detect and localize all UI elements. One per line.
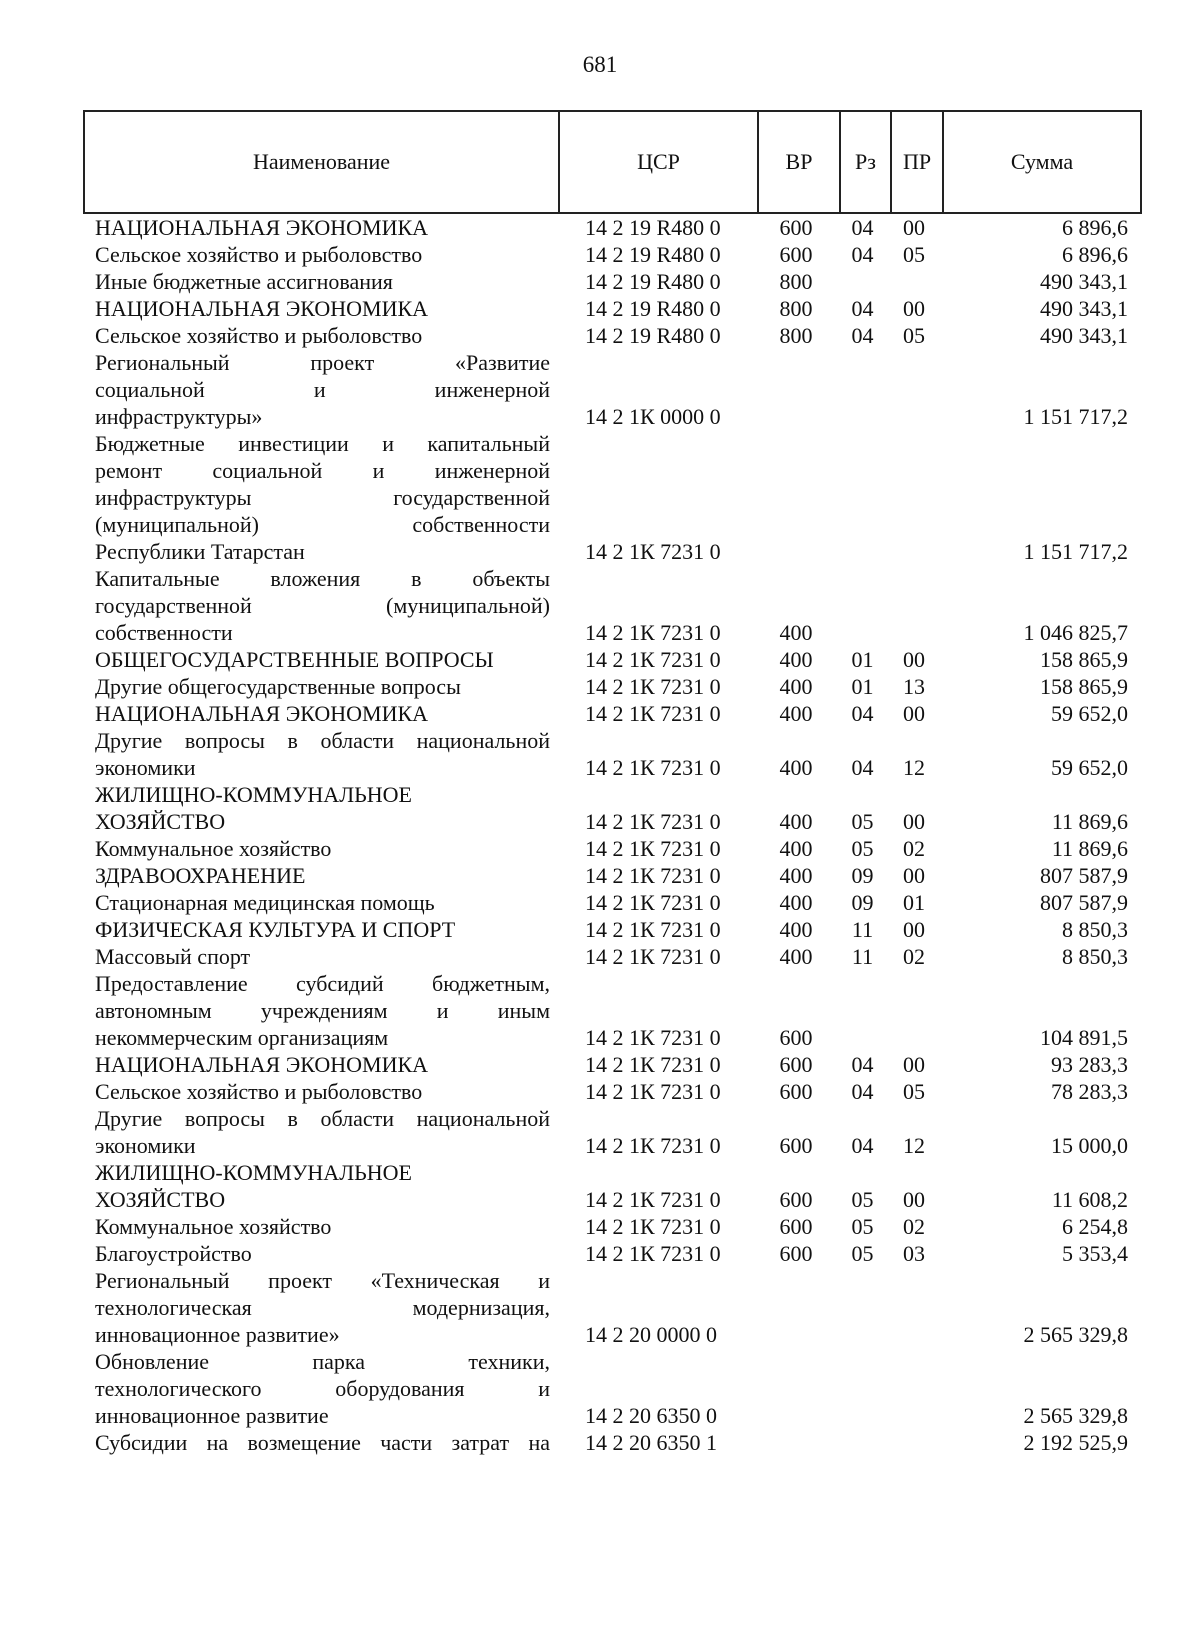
row-vr: 400 <box>779 890 813 915</box>
header-vr: ВР <box>757 112 839 212</box>
row-pr: 00 <box>903 296 925 321</box>
row-name <box>83 1267 556 1348</box>
row-name <box>83 646 556 673</box>
row-sum: 1 151 717,2 <box>1023 539 1128 564</box>
row-vr: 400 <box>779 701 813 726</box>
row-name-line: Массовый спорт <box>95 944 251 969</box>
row-csr: 14 2 1К 7231 0 <box>585 1214 721 1239</box>
row-vr: 400 <box>779 647 813 672</box>
row-name <box>83 943 556 970</box>
table-row <box>83 862 1142 889</box>
row-name-line: ОБЩЕГОСУДАРСТВЕННЫЕ ВОПРОСЫ <box>95 647 494 672</box>
row-csr: 14 2 19 R480 0 <box>585 215 721 240</box>
page-number: 681 <box>582 52 618 77</box>
row-name <box>83 862 556 889</box>
row-pr: 00 <box>903 215 925 240</box>
table-row <box>83 1105 1142 1159</box>
row-vr: 600 <box>779 1187 813 1212</box>
table-row <box>83 646 1142 673</box>
table-row <box>83 565 1142 646</box>
row-sum: 2 565 329,8 <box>1023 1322 1128 1347</box>
row-vr: 600 <box>779 215 813 240</box>
row-name-line: экономики <box>95 1133 196 1158</box>
table-row <box>83 673 1142 700</box>
row-name <box>83 214 556 241</box>
row-sum: 8 850,3 <box>1062 917 1128 942</box>
row-sum: 11 608,2 <box>1051 1187 1128 1212</box>
row-vr: 400 <box>779 836 813 861</box>
table-body <box>83 214 1142 1456</box>
table-row <box>83 781 1142 835</box>
row-rz: 11 <box>851 944 874 969</box>
row-name-line: технологическая модернизация, <box>95 1295 550 1320</box>
row-name-line: Субсидии на возмещение части затрат на <box>95 1430 550 1455</box>
row-name <box>83 322 556 349</box>
row-csr: 14 2 1К 7231 0 <box>585 1187 721 1212</box>
row-rz: 01 <box>851 647 874 672</box>
row-rz: 04 <box>851 242 874 267</box>
table-row <box>83 700 1142 727</box>
table-header <box>83 110 1142 214</box>
row-rz: 04 <box>851 755 874 780</box>
row-sum: 59 652,0 <box>1051 701 1128 726</box>
row-pr: 12 <box>903 755 925 780</box>
table-row <box>83 1348 1142 1429</box>
row-pr: 00 <box>903 701 925 726</box>
row-sum: 2 192 525,9 <box>1023 1430 1128 1455</box>
row-name-line: ЖИЛИЩНО-КОММУНАЛЬНОЕ <box>95 782 412 807</box>
row-vr: 800 <box>779 296 813 321</box>
header-rz: Рз <box>839 112 890 212</box>
row-name-line: НАЦИОНАЛЬНАЯ ЭКОНОМИКА <box>95 701 429 726</box>
table-row <box>83 1213 1142 1240</box>
table-row <box>83 835 1142 862</box>
row-sum: 1 046 825,7 <box>1023 620 1128 645</box>
row-rz: 04 <box>851 1052 874 1077</box>
row-sum: 490 343,1 <box>1040 323 1128 348</box>
row-sum: 15 000,0 <box>1051 1133 1128 1158</box>
row-csr: 14 2 1К 7231 0 <box>585 701 721 726</box>
row-vr: 800 <box>779 269 813 294</box>
row-name-line: социальной и инженерной <box>95 377 550 402</box>
row-vr: 400 <box>779 863 813 888</box>
row-vr: 400 <box>779 620 813 645</box>
row-name-line: НАЦИОНАЛЬНАЯ ЭКОНОМИКА <box>95 215 429 240</box>
row-name-line: технологического оборудования и <box>95 1376 550 1401</box>
row-name-line: инфраструктуры государственной <box>95 485 550 510</box>
row-name-line: ХОЗЯЙСТВО <box>95 1187 226 1212</box>
row-csr: 14 2 1К 7231 0 <box>585 674 721 699</box>
row-sum: 93 283,3 <box>1051 1052 1128 1077</box>
row-vr: 600 <box>779 1241 813 1266</box>
row-name <box>83 781 556 835</box>
row-vr: 800 <box>779 323 813 348</box>
row-name-line: инфраструктуры» <box>95 404 263 429</box>
table-row <box>83 1267 1142 1348</box>
row-name-line: собственности <box>95 620 233 645</box>
row-rz: 05 <box>851 1241 874 1266</box>
row-name-line: Бюджетные инвестиции и капитальный <box>95 431 550 456</box>
row-name-line: государственной (муниципальной) <box>95 593 550 618</box>
table-row <box>83 1078 1142 1105</box>
row-rz: 05 <box>851 1214 874 1239</box>
row-name-line: некоммерческим организациям <box>95 1025 389 1050</box>
row-name-line: инновационное развитие <box>95 1403 329 1428</box>
row-sum: 59 652,0 <box>1051 755 1128 780</box>
row-rz: 05 <box>851 1187 874 1212</box>
row-vr: 600 <box>779 1133 813 1158</box>
header-csr: ЦСР <box>558 112 757 212</box>
row-sum: 78 283,3 <box>1051 1079 1128 1104</box>
row-rz: 01 <box>851 674 874 699</box>
row-sum: 6 896,6 <box>1062 215 1128 240</box>
row-rz: 09 <box>851 890 874 915</box>
row-name-line: Республики Татарстан <box>95 539 305 564</box>
table-row <box>83 268 1142 295</box>
row-name-line: Другие общегосударственные вопросы <box>95 674 461 699</box>
row-vr: 600 <box>779 1025 813 1050</box>
row-pr: 05 <box>903 323 925 348</box>
row-csr: 14 2 1К 0000 0 <box>585 404 721 429</box>
row-csr: 14 2 20 0000 0 <box>585 1322 717 1347</box>
row-name-line: ХОЗЯЙСТВО <box>95 809 226 834</box>
row-name-line: автономным учреждениям и иным <box>95 998 550 1023</box>
row-rz: 04 <box>851 296 874 321</box>
row-vr: 400 <box>779 917 813 942</box>
table-row <box>83 727 1142 781</box>
table-row <box>83 916 1142 943</box>
row-pr: 00 <box>903 917 925 942</box>
row-csr: 14 2 1К 7231 0 <box>585 647 721 672</box>
row-name-line: Коммунальное хозяйство <box>95 1214 332 1239</box>
row-csr: 14 2 1К 7231 0 <box>585 809 721 834</box>
row-sum: 807 587,9 <box>1040 890 1128 915</box>
row-csr: 14 2 1К 7231 0 <box>585 1241 721 1266</box>
row-pr: 00 <box>903 863 925 888</box>
row-name-line: Стационарная медицинская помощь <box>95 890 435 915</box>
row-vr: 600 <box>779 1052 813 1077</box>
row-sum: 490 343,1 <box>1040 269 1128 294</box>
row-sum: 807 587,9 <box>1040 863 1128 888</box>
row-csr: 14 2 19 R480 0 <box>585 296 721 321</box>
row-name <box>83 1078 556 1105</box>
header-sum: Сумма <box>942 112 1140 212</box>
row-csr: 14 2 1К 7231 0 <box>585 539 721 564</box>
row-name <box>83 916 556 943</box>
row-sum: 11 869,6 <box>1051 836 1128 861</box>
row-csr: 14 2 1К 7231 0 <box>585 890 721 915</box>
row-name-line: Сельское хозяйство и рыболовство <box>95 1079 423 1104</box>
row-name <box>83 565 556 646</box>
row-sum: 2 565 329,8 <box>1023 1403 1128 1428</box>
table-row <box>83 349 1142 430</box>
row-name-line: экономики <box>95 755 196 780</box>
table-row <box>83 1429 1142 1456</box>
row-vr: 400 <box>779 944 813 969</box>
row-sum: 8 850,3 <box>1062 944 1128 969</box>
row-pr: 02 <box>903 836 925 861</box>
row-name <box>83 1105 556 1159</box>
row-pr: 05 <box>903 1079 925 1104</box>
table-row <box>83 1159 1142 1213</box>
row-name <box>83 1348 556 1429</box>
row-name-line: Обновление парка техники, <box>95 1349 550 1374</box>
row-name-line: Сельское хозяйство и рыболовство <box>95 323 423 348</box>
row-sum: 11 869,6 <box>1051 809 1128 834</box>
row-rz: 05 <box>851 809 874 834</box>
row-name <box>83 673 556 700</box>
row-sum: 490 343,1 <box>1040 296 1128 321</box>
row-csr: 14 2 20 6350 1 <box>585 1430 717 1455</box>
row-rz: 04 <box>851 1079 874 1104</box>
table-row <box>83 1051 1142 1078</box>
row-name <box>83 1159 556 1213</box>
row-rz: 05 <box>851 836 874 861</box>
row-name <box>83 430 556 565</box>
row-pr: 02 <box>903 944 925 969</box>
row-name-line: Сельское хозяйство и рыболовство <box>95 242 423 267</box>
row-name-line: Другие вопросы в области национальной <box>95 728 550 753</box>
table-row <box>83 943 1142 970</box>
row-name-line: НАЦИОНАЛЬНАЯ ЭКОНОМИКА <box>95 296 429 321</box>
row-name-line: инновационное развитие» <box>95 1322 340 1347</box>
row-name <box>83 835 556 862</box>
row-csr: 14 2 1К 7231 0 <box>585 1079 721 1104</box>
table-row <box>83 214 1142 241</box>
row-rz: 04 <box>851 1133 874 1158</box>
row-pr: 00 <box>903 647 925 672</box>
row-name <box>83 1240 556 1267</box>
row-csr: 14 2 1К 7231 0 <box>585 944 721 969</box>
row-vr: 400 <box>779 674 813 699</box>
row-csr: 14 2 1К 7231 0 <box>585 836 721 861</box>
row-name <box>83 970 556 1051</box>
row-name-line: НАЦИОНАЛЬНАЯ ЭКОНОМИКА <box>95 1052 429 1077</box>
row-name-line: ЗДРАВООХРАНЕНИЕ <box>95 863 306 888</box>
row-name <box>83 241 556 268</box>
row-sum: 5 353,4 <box>1062 1241 1128 1266</box>
row-pr: 01 <box>903 890 925 915</box>
row-pr: 12 <box>903 1133 925 1158</box>
row-name <box>83 295 556 322</box>
row-csr: 14 2 1К 7231 0 <box>585 917 721 942</box>
row-rz: 11 <box>851 917 874 942</box>
row-csr: 14 2 1К 7231 0 <box>585 755 721 780</box>
row-vr: 400 <box>779 755 813 780</box>
row-csr: 14 2 19 R480 0 <box>585 269 721 294</box>
row-name-line: Региональный проект «Развитие <box>95 350 550 375</box>
row-csr: 14 2 1К 7231 0 <box>585 1133 721 1158</box>
row-name-line: Благоустройство <box>95 1241 252 1266</box>
row-name <box>83 268 556 295</box>
row-sum: 6 896,6 <box>1062 242 1128 267</box>
row-csr: 14 2 20 6350 0 <box>585 1403 717 1428</box>
table-row <box>83 322 1142 349</box>
row-sum: 1 151 717,2 <box>1023 404 1128 429</box>
row-name-line: ФИЗИЧЕСКАЯ КУЛЬТУРА И СПОРТ <box>95 917 456 942</box>
row-sum: 104 891,5 <box>1040 1025 1128 1050</box>
row-name-line: ЖИЛИЩНО-КОММУНАЛЬНОЕ <box>95 1160 412 1185</box>
row-vr: 400 <box>779 809 813 834</box>
row-name <box>83 727 556 781</box>
row-csr: 14 2 1К 7231 0 <box>585 620 721 645</box>
row-rz: 09 <box>851 863 874 888</box>
row-name-line: Предоставление субсидий бюджетным, <box>95 971 550 996</box>
row-name <box>83 889 556 916</box>
row-rz: 04 <box>851 701 874 726</box>
row-name-line: (муниципальной) собственности <box>95 512 550 537</box>
row-vr: 600 <box>779 242 813 267</box>
row-name <box>83 700 556 727</box>
row-pr: 00 <box>903 1187 925 1212</box>
table-row <box>83 430 1142 565</box>
row-csr: 14 2 1К 7231 0 <box>585 1025 721 1050</box>
row-name-line: ремонт социальной и инженерной <box>95 458 550 483</box>
row-name <box>83 1213 556 1240</box>
row-rz: 04 <box>851 215 874 240</box>
row-name-line: Иные бюджетные ассигнования <box>95 269 393 294</box>
table-row <box>83 970 1142 1051</box>
row-name-line: Другие вопросы в области национальной <box>95 1106 550 1131</box>
row-pr: 03 <box>903 1241 925 1266</box>
row-name-line: Капитальные вложения в объекты <box>95 566 550 591</box>
row-name <box>83 1429 556 1456</box>
row-rz: 04 <box>851 323 874 348</box>
row-pr: 05 <box>903 242 925 267</box>
row-name-line: Коммунальное хозяйство <box>95 836 332 861</box>
row-csr: 14 2 19 R480 0 <box>585 242 721 267</box>
row-name <box>83 349 556 430</box>
header-name: Наименование <box>252 149 391 174</box>
row-pr: 13 <box>903 674 925 699</box>
row-sum: 158 865,9 <box>1040 674 1128 699</box>
row-csr: 14 2 1К 7231 0 <box>585 863 721 888</box>
row-csr: 14 2 19 R480 0 <box>585 323 721 348</box>
row-vr: 600 <box>779 1079 813 1104</box>
row-sum: 6 254,8 <box>1062 1214 1128 1239</box>
table-row <box>83 295 1142 322</box>
row-sum: 158 865,9 <box>1040 647 1128 672</box>
row-name-line: Региональный проект «Техническая и <box>95 1268 550 1293</box>
table-row <box>83 889 1142 916</box>
row-vr: 600 <box>779 1214 813 1239</box>
row-name <box>83 1051 556 1078</box>
header-pr: ПР <box>890 112 942 212</box>
row-pr: 00 <box>903 809 925 834</box>
row-csr: 14 2 1К 7231 0 <box>585 1052 721 1077</box>
table-row <box>83 1240 1142 1267</box>
row-pr: 02 <box>903 1214 925 1239</box>
table-row <box>83 241 1142 268</box>
row-pr: 00 <box>903 1052 925 1077</box>
